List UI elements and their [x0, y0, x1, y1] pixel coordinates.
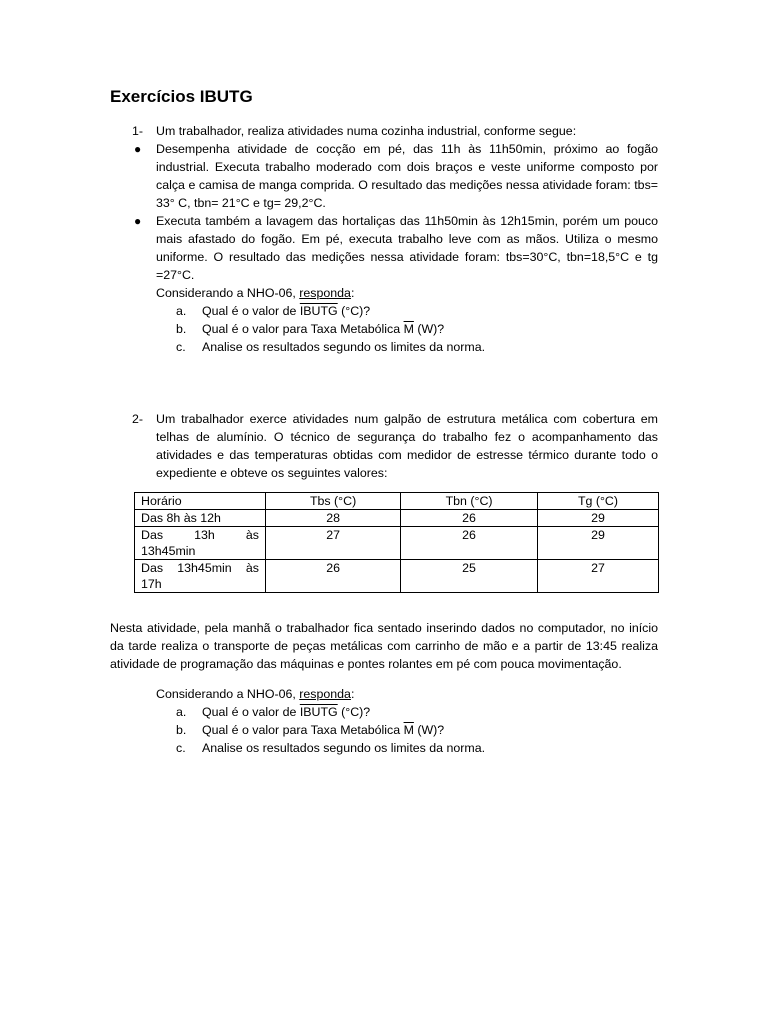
column-header: Tbn (°C) [401, 493, 538, 510]
measurement-table [134, 492, 659, 593]
activity-paragraph: Nesta atividade, pela manhã o trabalhador fica sentado inserindo dados no computador, no início da tarde realiza o transporte de peças metálicas com carrinho de mão e a partir de 13:45 realiza atividade de programação das máquinas e pontes rolantes em pé com pouca movimentação. [110, 621, 658, 671]
sub-question-list [110, 703, 658, 757]
table-cell: 27 [537, 560, 658, 593]
table-row [135, 527, 659, 560]
table-cell: Das 13h às 13h45min [135, 527, 266, 560]
consider-line: Considerando a NHO-06, responda: [156, 286, 355, 300]
question-intro: Um trabalhador exerce atividades num galpão de estrutura metálica com cobertura em telhas de alumínio. O técnico de segurança do trabalho fez o acompanhamento das atividades e das temperaturas obtidas com medidor de estresse térmico durante todo o expediente e obteve os seguintes valores: [156, 412, 658, 480]
consider-line: Considerando a NHO-06, responda: [156, 687, 355, 701]
bullet-icon: ● [134, 214, 142, 228]
bullet-icon: ● [134, 142, 142, 156]
list-item: b. Qual é o valor para Taxa Metabólica $\overline{M}$ (W)? [176, 322, 445, 336]
table-cell: 26 [401, 527, 538, 560]
question-intro: Um trabalhador, realiza atividades numa cozinha industrial, conforme segue: [156, 124, 577, 138]
table-row [135, 510, 659, 527]
list-item: ● Desempenha atividade de cocção em pé, das 11h às 11h50min, próximo ao fogão industrial. Executa trabalho moderado com dois braços e veste uniforme composto por calça e camisa de manga comprida. O resultado das medições nessa atividade foram: tbs= 33° C, tbn= 21°C e tg= 29,2°C. [134, 142, 658, 210]
document-page [110, 86, 658, 757]
table-cell: 29 [537, 510, 658, 527]
table-header-row [135, 493, 659, 510]
bullet-list [110, 140, 658, 284]
list-item: a. Qual é o valor de IBUTG (°C)? [176, 705, 371, 719]
question-2 [110, 410, 658, 757]
list-item: a. Qual é o valor de IBUTG (°C)? [176, 304, 371, 318]
column-header: Horário [135, 493, 266, 510]
question-number: 2- [132, 412, 144, 426]
table-row [135, 560, 659, 593]
list-item: c. Analise os resultados segundo os limites da norma. [176, 741, 486, 755]
list-item: b. Qual é o valor para Taxa Metabólica $\overline{M}$ (W)? [176, 723, 445, 737]
question-1 [110, 122, 658, 356]
sub-question-list [110, 302, 658, 356]
table-cell: 26 [401, 510, 538, 527]
table-cell: 25 [401, 560, 538, 593]
table-cell: Das 8h às 12h [135, 510, 266, 527]
page-title: Exercícios IBUTG [110, 87, 253, 106]
table-cell: 27 [266, 527, 401, 560]
column-header: Tbs (°C) [266, 493, 401, 510]
list-item: ● Executa também a lavagem das hortaliças das 11h50min às 12h15min, porém um pouco mais afastado do fogão. Em pé, executa trabalho leve com as mãos. Utiliza o mesmo uniforme. O resultado das medições nessa atividade foram: tbs=30°C, tbn=18,5°C e tg =27°C. [134, 214, 658, 282]
table-cell: 26 [266, 560, 401, 593]
table-cell: Das 13h45min às 17h [135, 560, 266, 593]
list-item: c. Analise os resultados segundo os limites da norma. [176, 340, 486, 354]
question-number: 1- [132, 124, 144, 138]
column-header: Tg (°C) [537, 493, 658, 510]
table-cell: 29 [537, 527, 658, 560]
table-cell: 28 [266, 510, 401, 527]
